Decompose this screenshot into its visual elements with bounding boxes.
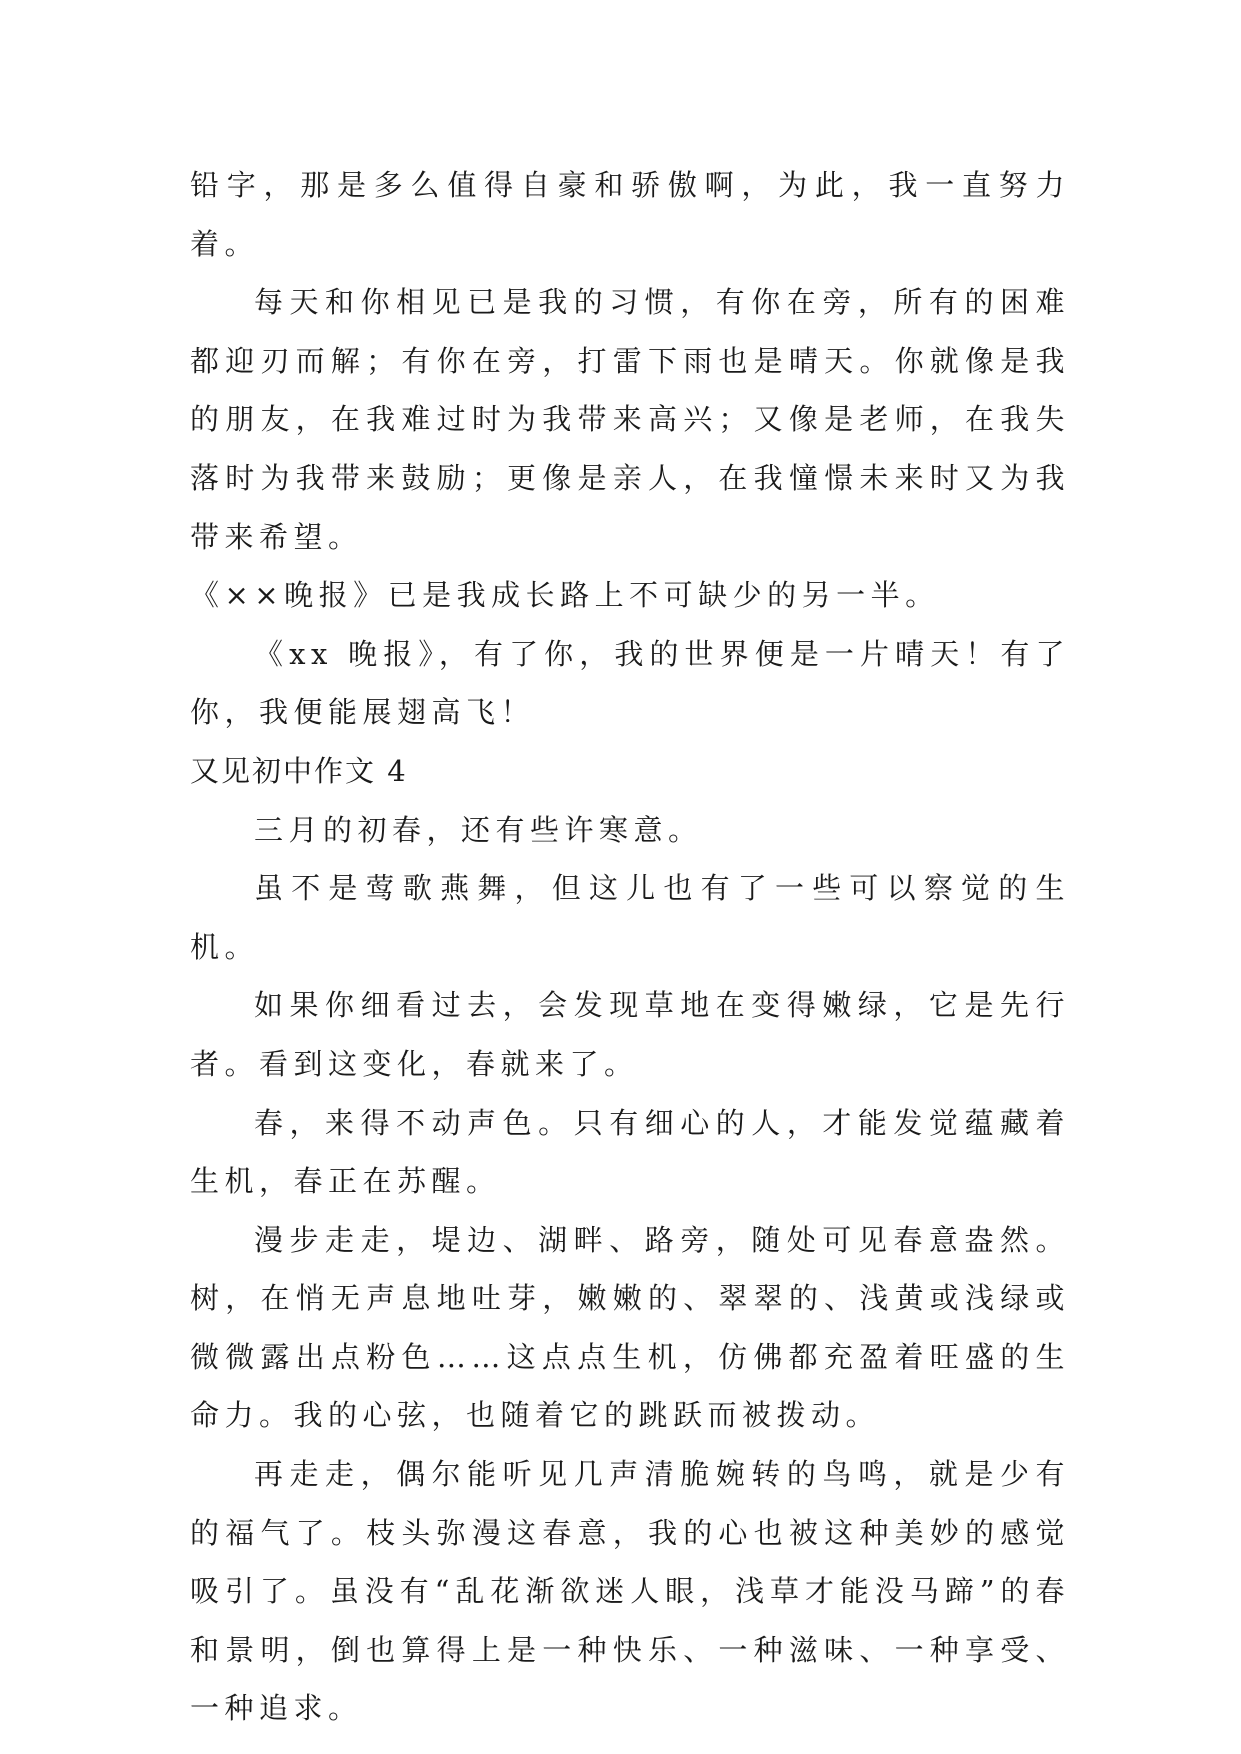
paragraph: 如果你细看过去，会发现草地在变得嫩绿，它是先行者。看到这变化，春就来了。 [190, 988, 1070, 1081]
paragraph: 再走走，偶尔能听见几声清脆婉转的鸟鸣，就是少有的福气了。枝头弥漫这春意，我的心也被这种美妙的感觉吸引了。虽没有“乱花渐欲迷人眼，浅草才能没马蹄”的春和景明，倒也算得上是一种快乐、一种滋味、一种享受、一种追求。 [190, 1457, 1070, 1726]
section-heading: 又见初中作文 4 [190, 753, 408, 788]
document-body [190, 156, 1070, 1738]
paragraph: 铅字，那是多么值得自豪和骄傲啊，为此，我一直努力着。 [190, 168, 1070, 261]
paragraph: 虽不是莺歌燕舞，但这儿也有了一些可以察觉的生机。 [190, 871, 1070, 964]
paragraph: 《xx 晚报》，有了你，我的世界便是一片晴天！有了你，我便能展翅高飞！ [190, 636, 1070, 730]
paragraph: 《××晚报》已是我成长路上不可缺少的另一半。 [190, 578, 940, 613]
paragraph: 春，来得不动声色。只有细心的人，才能发觉蕴藏着生机，春正在苏醒。 [190, 1105, 1070, 1199]
paragraph: 每天和你相见已是我的习惯，有你在旁，所有的困难都迎刃而解；有你在旁，打雷下雨也是晴天。你就像是我的朋友，在我难过时为我带来高兴；又像是老师，在我失落时为我带来鼓励；更像是亲人，在我憧憬未来时又为我带来希望。 [190, 285, 1070, 554]
paragraph: 漫步走走，堤边、湖畔、路旁，随处可见春意盎然。树，在悄无声息地吐芽，嫩嫩的、翠翠的、浅黄或浅绿或微微露出点粉色……这点点生机，仿佛都充盈着旺盛的生命力。我的心弦，也随着它的跳跃而被拨动。 [190, 1222, 1070, 1433]
paragraph: 三月的初春，还有些许寒意。 [254, 812, 703, 847]
